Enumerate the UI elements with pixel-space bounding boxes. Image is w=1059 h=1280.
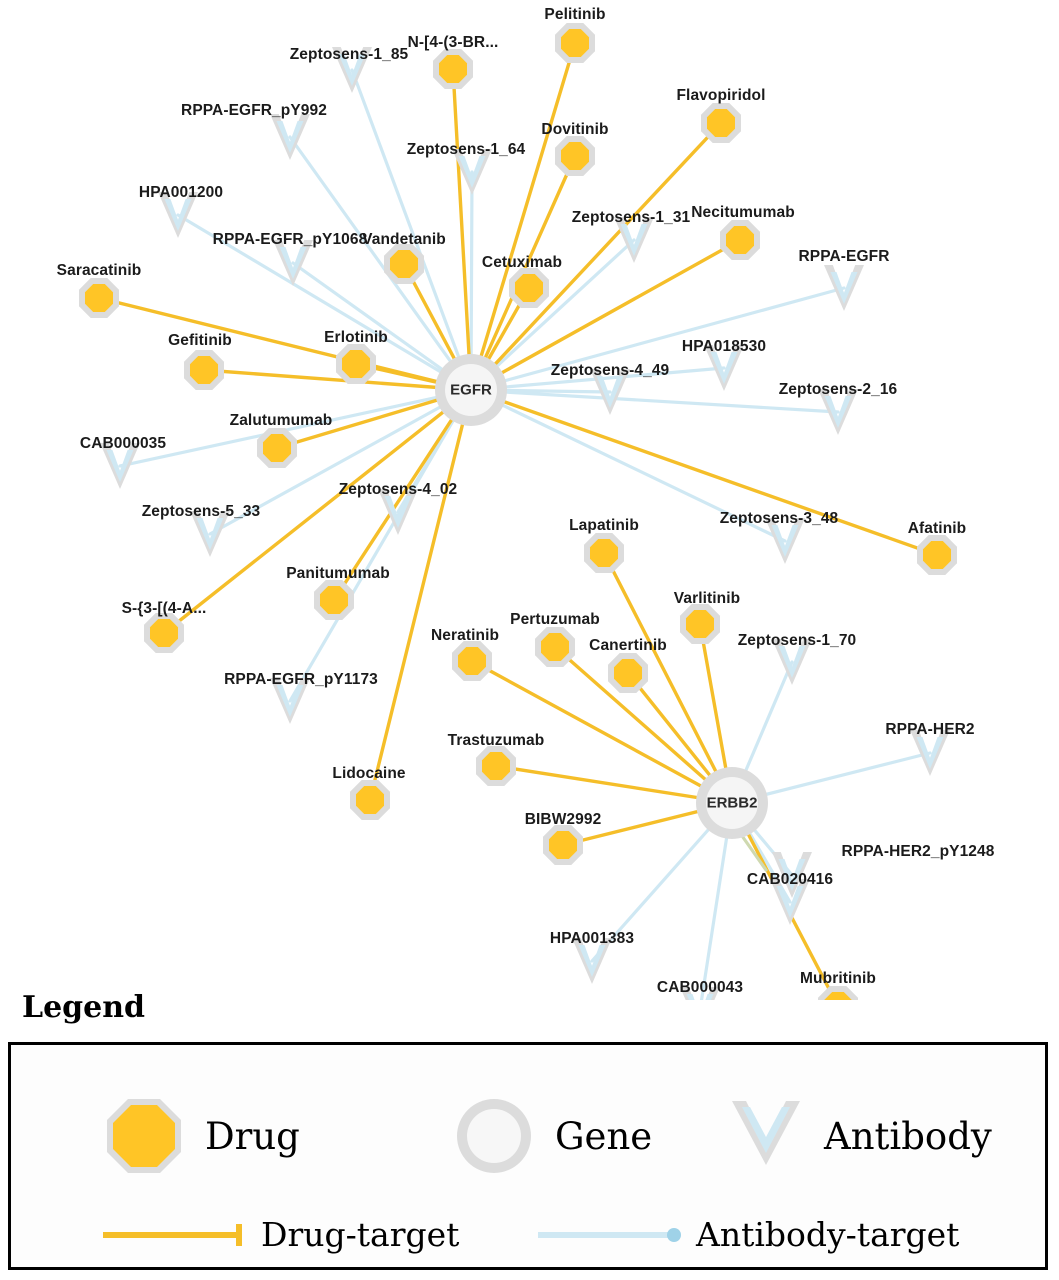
octagon-icon[interactable] xyxy=(320,586,348,614)
antibody-label: RPPA-HER2_pY1248 xyxy=(841,843,995,860)
antibody-label: Zeptosens-1_70 xyxy=(737,632,857,649)
legend-item-gene xyxy=(451,1093,652,1179)
octagon-icon[interactable] xyxy=(549,831,577,859)
octagon-icon[interactable] xyxy=(707,109,735,137)
drug-label: Varlitinib xyxy=(673,590,741,607)
drug-label: Lapatinib xyxy=(569,517,639,534)
drug-target-edge-icon xyxy=(101,1222,251,1248)
antibody-label: Zeptosens-3_48 xyxy=(719,510,839,527)
octagon-icon[interactable] xyxy=(342,350,370,378)
octagon-icon[interactable] xyxy=(590,539,618,567)
antibody-label: Zeptosens-2_16 xyxy=(778,381,898,398)
antibody-label: RPPA-EGFR_pY1173 xyxy=(224,671,378,688)
drug-label: Gefitinib xyxy=(168,332,232,349)
antibody-label: Zeptosens-5_33 xyxy=(141,503,261,520)
antibody-label: RPPA-HER2 xyxy=(885,721,975,738)
octagon-icon[interactable] xyxy=(561,29,589,57)
octagon-icon[interactable] xyxy=(263,434,291,462)
antibody-label: Zeptosens-4_49 xyxy=(550,362,670,379)
legend-label-antibody: Antibody xyxy=(824,1114,992,1158)
drug-label: S-{3-[(4-A... xyxy=(121,600,207,617)
antibody-label: CAB000043 xyxy=(656,979,744,996)
legend-label-drug-target: Drug-target xyxy=(261,1215,460,1254)
gene-label-erbb2: ERBB2 xyxy=(706,794,758,812)
antibody-label: HPA018530 xyxy=(681,338,767,355)
legend-label-antibody-target: Antibody-target xyxy=(696,1215,960,1254)
legend-title: Legend xyxy=(22,990,146,1025)
octagon-icon[interactable] xyxy=(458,647,486,675)
octagon-icon[interactable] xyxy=(439,55,467,83)
drug-label: Neratinib xyxy=(430,627,500,644)
octagon-icon[interactable] xyxy=(150,619,178,647)
drug-label: Saracatinib xyxy=(56,262,142,279)
legend-item-drug xyxy=(101,1093,300,1179)
drug-label: Zalutumumab xyxy=(229,412,333,429)
antibody-label: RPPA-EGFR xyxy=(798,248,890,265)
octagon-icon[interactable] xyxy=(390,250,418,278)
drug-label: Afatinib xyxy=(907,520,967,537)
antibody-label: HPA001200 xyxy=(138,184,224,201)
octagon-icon[interactable] xyxy=(686,610,714,638)
antibody-label: HPA001383 xyxy=(549,930,635,947)
antibody-label: Zeptosens-4_02 xyxy=(338,481,458,498)
drug-label: BIBW2992 xyxy=(524,811,602,828)
legend-box xyxy=(8,1042,1048,1270)
drug-label: Necitumumab xyxy=(691,204,795,221)
octagon-icon[interactable] xyxy=(85,284,113,312)
drug-label: Flavopiridol xyxy=(676,87,766,104)
octagon-icon[interactable] xyxy=(515,274,543,302)
drug-label: Panitumumab xyxy=(286,565,390,582)
chevron-down-icon xyxy=(726,1093,806,1179)
drug-label: Pertuzumab xyxy=(510,611,600,628)
octagon-icon[interactable] xyxy=(541,633,569,661)
antibody-target-edge-icon xyxy=(536,1222,686,1248)
drug-label: Cetuximab xyxy=(481,254,563,271)
octagon-icon xyxy=(101,1093,187,1179)
drug-label: Lidocaine xyxy=(332,765,406,782)
drug-label: Mubritinib xyxy=(800,970,876,987)
drug-label: Pelitinib xyxy=(544,6,606,23)
octagon-icon[interactable] xyxy=(356,786,384,814)
antibody-label: CAB020416 xyxy=(746,871,834,888)
octagon-icon[interactable] xyxy=(482,752,510,780)
antibody-label: CAB000035 xyxy=(79,435,167,452)
legend-edge-antibody-target xyxy=(536,1215,959,1254)
antibody-label: RPPA-EGFR_pY1068 xyxy=(212,231,368,248)
antibody-label: RPPA-EGFR_pY992 xyxy=(181,102,327,119)
drug-label: Canertinib xyxy=(589,637,667,654)
drug-label: Trastuzumab xyxy=(447,732,545,749)
gene-label-egfr: EGFR xyxy=(450,381,492,399)
antibody-label: Zeptosens-1_31 xyxy=(571,209,691,226)
drug-label: Vandetanib xyxy=(362,231,446,248)
circle-icon xyxy=(451,1093,537,1179)
antibody-label: Zeptosens-1_64 xyxy=(406,141,526,158)
legend-label-gene: Gene xyxy=(555,1114,653,1158)
octagon-icon[interactable] xyxy=(923,541,951,569)
antibody-label: Zeptosens-1_85 xyxy=(289,46,409,63)
octagon-icon[interactable] xyxy=(614,659,642,687)
octagon-icon[interactable] xyxy=(726,226,754,254)
drug-label: Erlotinib xyxy=(324,329,388,346)
drug-label: N-[4-(3-BR... xyxy=(407,34,499,51)
legend-item-antibody xyxy=(726,1093,992,1179)
legend-label-drug: Drug xyxy=(205,1114,300,1158)
legend-edge-drug-target xyxy=(101,1215,459,1254)
octagon-icon[interactable] xyxy=(190,356,218,384)
drug-label: Dovitinib xyxy=(541,121,609,138)
octagon-icon[interactable] xyxy=(561,142,589,170)
